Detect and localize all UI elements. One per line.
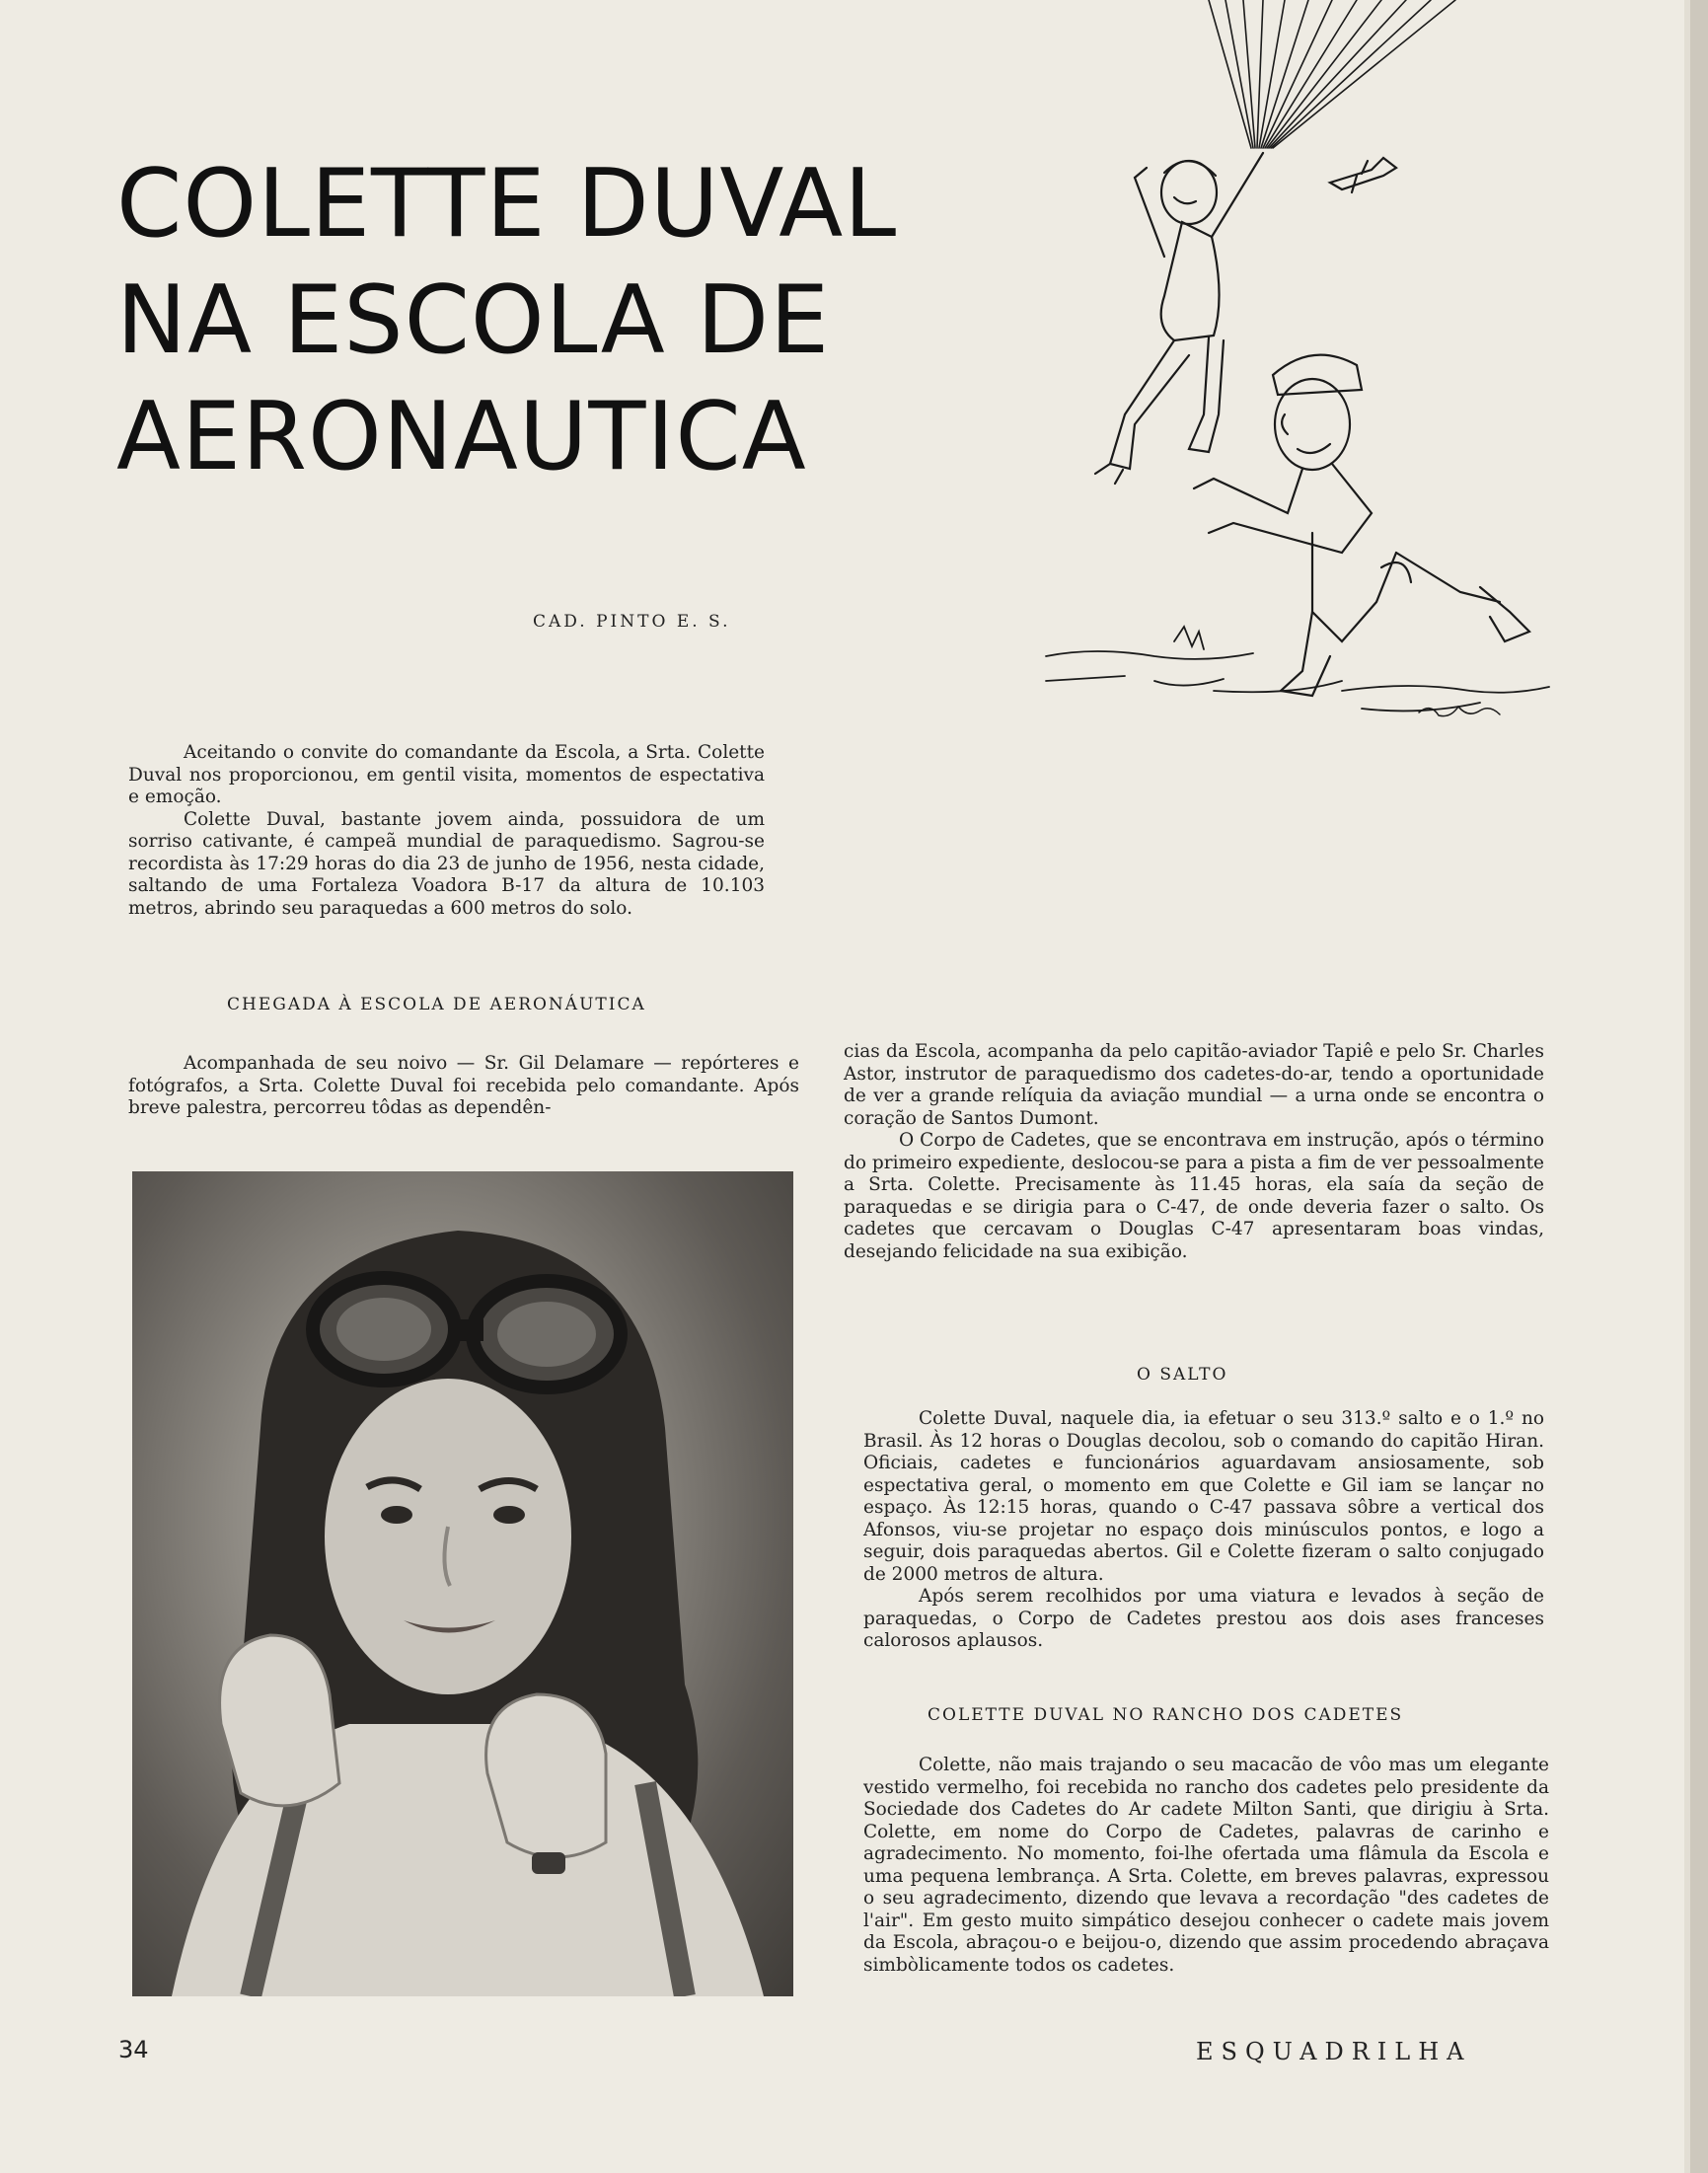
section-heading-arrival: CHEGADA À ESCOLA DE AERONÁUTICA (227, 995, 646, 1014)
byline: CAD. PINTO E. S. (533, 612, 731, 632)
section-heading-mess: COLETTE DUVAL NO RANCHO DOS CADETES (928, 1705, 1404, 1725)
arrival-paragraph-left: Acompanhada de seu noivo — Sr. Gil Delamare — repórteres e fotógrafos, a Srta. Colette Duval foi recebida pelo comandante. Após breve palestra, percorreu tôdas as dependên- (128, 1053, 799, 1118)
arrival-text-left (128, 1053, 799, 1120)
airplane-drawing (1330, 158, 1396, 192)
illustrator-signature-drawing (1419, 707, 1500, 716)
colette-duval-photo (132, 1171, 793, 1996)
arrival-paragraph-right-2: O Corpo de Cadetes, que se encontrava em instrução, após o término do primeiro expediente, deslocou-se para a pista a fim de ver pessoalmente a Srta. Colette. Precisamente às 11.45 horas, ela saía da seção de paraquedas e se dirigia para o C-47, de onde deveria fazer o salto. Os cadetes que cercavam o Douglas C-47 apresentaram boas vindas, desejando felicidade na sua exibição. (844, 1130, 1544, 1262)
page-number: 34 (118, 2036, 149, 2063)
parachutist-woman-drawing (1095, 153, 1263, 484)
mess-paragraph: Colette, não mais trajando o seu macacão de vôo mas um elegante vestido vermelho, foi recebida no rancho dos cadetes pelo presidente da Sociedade dos Cadetes do Ar cadete Milton Santi, que dirigiu à Srta. Colette, em nome do Corpo de Cadetes, palavras de carinho e agradecimento. No momento, foi-lhe ofertada uma flâmula da Escola e uma pequena lembrança. A Srta. Colette, em breves palavras, expressou o seu agradecimento, dizendo que levava a recordação "des cadetes de l'air". Em gesto muito simpático desejou conhecer o cadete mais jovem da Escola, abraçou-o e beijou-o, dizendo que assim procedendo abraçava simbòlicamente todos os cadetes. (863, 1755, 1549, 1976)
parachute-cartoon-illustration (1016, 0, 1569, 734)
mess-text (863, 1755, 1549, 1977)
jump-paragraph-2: Após serem recolhidos por uma viatura e levados à seção de paraquedas, o Corpo de Cadetes prestou aos dois ases franceses calorosos aplausos. (863, 1586, 1544, 1651)
title-line-3: AERONAUTICA (116, 383, 807, 491)
jump-text (863, 1408, 1544, 1653)
running-cadet-drawing (1194, 355, 1529, 696)
magazine-name: ESQUADRILHA (1196, 2038, 1472, 2065)
title-line-1: COLETTE DUVAL (116, 150, 898, 259)
article-title (116, 146, 965, 495)
parachute-lines (1209, 0, 1455, 148)
page-edge (1690, 0, 1708, 2173)
intro-text (128, 742, 765, 920)
jump-paragraph-1: Colette Duval, naquele dia, ia efetuar o seu 313.º salto e o 1.º no Brasil. Às 12 horas o Douglas decolou, sob o comando do capitão Hiran. Oficiais, cadetes e funcionários aguardavam ansiosamente, sob espectativa geral, o momento em que Colette e Gil iam se lançar no espaço. Às 12:15 horas, quando o C-47 passava sôbre a vertical dos Afonsos, viu-se projetar no espaço dois minúsculos pontos, e logo a seguir, dois paraquedas abertos. Gil e Colette fizeram o salto conjugado de 2000 metros de altura. (863, 1408, 1544, 1585)
ground-scribbles (1046, 627, 1549, 711)
arrival-paragraph-right-1: cias da Escola, acompanha da pelo capitão-aviador Tapiê e pelo Sr. Charles Astor, instrutor de paraquedismo dos cadetes-do-ar, tendo a oportunidade de ver a grande relíquia da aviação mundial — a urna onde se encontra o coração de Santos Dumont. (844, 1041, 1544, 1129)
arrival-text-right (844, 1041, 1544, 1263)
section-heading-jump: O SALTO (1137, 1365, 1228, 1385)
intro-paragraph-1: Aceitando o convite do comandante da Escola, a Srta. Colette Duval nos proporcionou, em gentil visita, momentos de espectativa e emoção. (128, 742, 765, 807)
title-line-2: NA ESCOLA DE (116, 266, 831, 375)
intro-paragraph-2: Colette Duval, bastante jovem ainda, possuidora de um sorriso cativante, é campeã mundial de paraquedismo. Sagrou-se recordista às 17:29 horas do dia 23 de junho de 1956, nesta cidade, saltando de uma Fortaleza Voadora B-17 da altura de 10.103 metros, abrindo seu paraquedas a 600 metros do solo. (128, 808, 765, 919)
